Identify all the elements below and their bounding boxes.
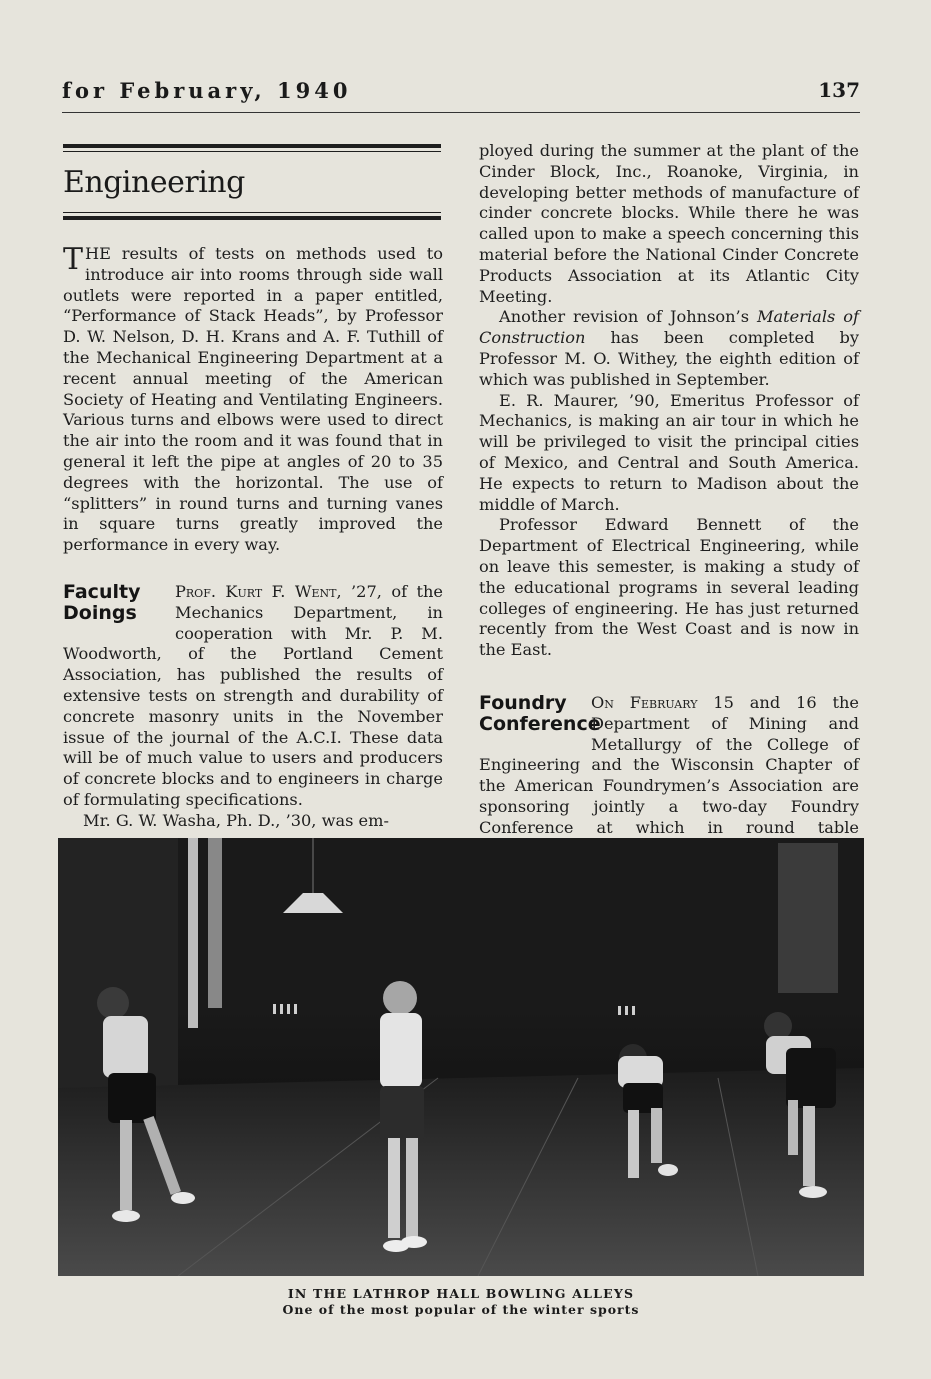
right-column	[479, 141, 859, 859]
drop-cap: T	[63, 242, 84, 277]
caption-subtitle: One of the most popular of the winter sports	[282, 1302, 640, 1317]
book-title: Materials of Construction	[479, 307, 859, 348]
issue-date: for February, 1940	[62, 78, 352, 103]
section-gap	[479, 661, 859, 693]
foundry-heading-line1: Foundry	[479, 691, 567, 714]
intro-text: HE results of tests on methods used to introduce air into rooms through side wall outlets were reported in a paper entitled, “Performance of Stack Heads”, by Professor D. W. Nelson, D. H. Krans and A. F. Tuthill of the Mechanical Engineering Department at a recent annual meeting of the American Society of Heating and Ventilating Engineers. Various turns and elbows were used to direct the air into the room and it was found that in general it left the pipe at angles of 20 to 35 degrees with the horizontal. The use of “splitters” in round turns and turning vanes in square turns greatly improved the performance in every way.	[63, 244, 443, 555]
header-rule	[62, 112, 860, 113]
section-gap	[63, 556, 443, 582]
faculty-doings-paragraph	[63, 582, 443, 811]
title-rule-top-thick	[63, 144, 441, 148]
photo-illustration	[58, 838, 864, 1276]
johnson-post: has been completed by Professor M. O. Withey, the eighth edition of which was published in September.	[479, 328, 859, 389]
wall-pillar	[188, 838, 198, 1028]
title-rule-bottom-thin	[63, 212, 441, 213]
wall-column	[208, 838, 222, 1008]
back-wall	[58, 838, 864, 1013]
foundry-lead-caps: On February	[591, 692, 698, 712]
faculty-lead-name: Prof. Kurt F. Went,	[175, 581, 342, 601]
faculty-heading-line1: Faculty	[63, 580, 141, 603]
faculty-doings-heading	[63, 582, 171, 624]
foundry-text: 15 and 16 the Department of Mining and Metallurgy of the College of Engineering and the Wisconsin Chapter of the American Foundrymen’s Association are sponsoring jointly a two-day Foundry Conference at which in round table	[479, 692, 859, 837]
faculty-heading-line2: Doings	[63, 601, 137, 624]
maurer-paragraph: E. R. Maurer, ’90, Emeritus Professor of Mechanics, is making an air tour in which he will be privileged to visit the principal cities of Mexico, and Central and South America. He expects to return to Madison about the middle of March.	[479, 390, 859, 514]
foundry-heading-line2: Conference	[479, 712, 601, 735]
johnson-paragraph	[479, 307, 859, 390]
left-column	[63, 244, 443, 832]
running-head	[62, 78, 860, 104]
washa-paragraph-cont: ployed during the summer at the plant of the Cinder Block, Inc., Roanoke, Virginia, in developing better methods of manufacture of cinder concrete blocks. While there he was called upon to make a speech concerning this material before the National Cinder Concrete Products Association at its Atlantic City Meeting.	[479, 141, 859, 306]
alley-floor	[58, 1068, 864, 1276]
title-rule-bottom-thick	[63, 216, 441, 220]
washa-paragraph-start: Mr. G. W. Washa, Ph. D., ’30, was em-	[83, 810, 389, 830]
foundry-conference-heading	[479, 691, 601, 735]
side-panel	[778, 843, 838, 993]
photo-caption	[58, 1286, 864, 1318]
johnson-pre: Another revision of Johnson’s	[499, 307, 757, 327]
department-title: Engineering	[63, 165, 245, 200]
page-number: 137	[818, 78, 860, 102]
bennett-paragraph: Professor Edward Bennett of the Department of Electrical Engineering, while on leave this semester, is making a study of the educational programs in several leading colleges of engineering. He has just returned recently from the West Coast and is now in the East.	[479, 515, 859, 660]
bowling-alley-photo	[58, 838, 864, 1276]
title-rule-top-thin	[63, 151, 441, 152]
intro-paragraph	[63, 244, 443, 556]
faculty-p1-text: ’27, of the Mechanics Department, in cooperation with Mr. P. M. Woodworth, of the Portland Cement Association, has published the results of extensive tests on strength and durability of concrete masonry units in the November issue of the journal of the A.C.I. These data will be of much value to users and producers of concrete blocks and to engineers in charge of formulating specifications.	[63, 581, 443, 809]
foundry-conference-paragraph	[479, 693, 859, 859]
caption-title: IN THE LATHROP HALL BOWLING ALLEYS	[287, 1286, 635, 1301]
